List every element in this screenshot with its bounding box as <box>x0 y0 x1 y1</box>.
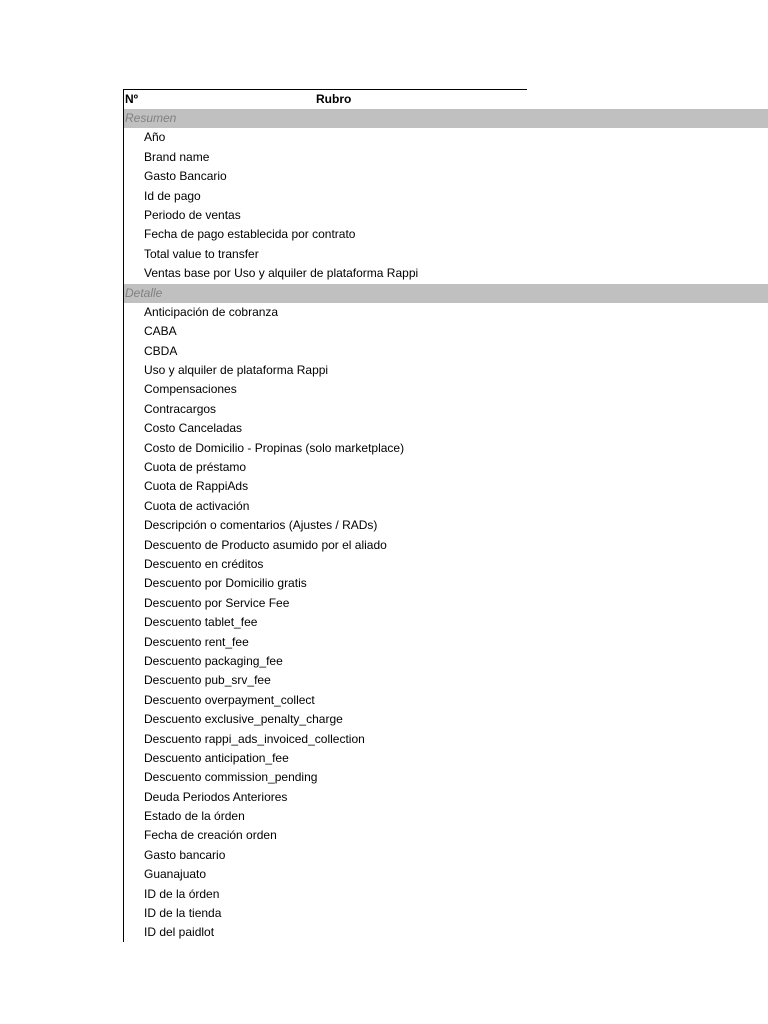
table-row: CBDA <box>144 343 178 358</box>
table-row: Cuota de activación <box>144 498 250 513</box>
table-row: Descuento por Domicilio gratis <box>144 576 307 591</box>
table-row: Estado de la órden <box>144 809 245 824</box>
table-row: Deuda Periodos Anteriores <box>144 789 288 804</box>
table-row: Descuento overpayment_collect <box>144 692 315 707</box>
table-body <box>123 109 768 943</box>
table-row: Año <box>144 130 166 145</box>
table-row: Descuento rappi_ads_invoiced_collection <box>144 731 365 746</box>
table-row: Ventas base por Uso y alquiler de plataforma Rappi <box>144 266 419 281</box>
table-row: Descuento de Producto asumido por el aliado <box>144 537 387 552</box>
table-row: ID de la órden <box>144 886 220 901</box>
table-row: Descuento exclusive_penalty_charge <box>144 712 343 727</box>
table-row: Costo Canceladas <box>144 421 243 436</box>
spreadsheet-table <box>123 89 768 943</box>
table-row: Anticipación de cobranza <box>144 304 279 319</box>
table-row: Descuento en créditos <box>144 556 264 571</box>
table-row: ID de la tienda <box>144 906 222 921</box>
table-row: ID del paidlot <box>144 925 215 940</box>
table-row: Total value to transfer <box>144 246 259 261</box>
table-header-row <box>123 89 527 109</box>
table-row: Descuento rent_fee <box>144 634 249 649</box>
table-row: Descuento tablet_fee <box>144 615 258 630</box>
table-row: Cuota de RappiAds <box>144 479 249 494</box>
table-row: Fecha de pago establecida por contrato <box>144 227 356 242</box>
table-row: Uso y alquiler de plataforma Rappi <box>144 363 329 378</box>
table-row: Guanajuato <box>144 867 207 882</box>
table-row: Compensaciones <box>144 382 237 397</box>
table-row: CABA <box>144 324 177 339</box>
table-row: Descuento commission_pending <box>144 770 318 785</box>
table-row: Costo de Domicilio - Propinas (solo marketplace) <box>144 440 405 455</box>
section-header-row: Resumen <box>123 109 768 128</box>
table-row: Descuento pub_srv_fee <box>144 673 271 688</box>
column-header-number: Nº <box>125 92 139 106</box>
table-row: Descuento por Service Fee <box>144 595 290 610</box>
table-row: Cuota de préstamo <box>144 460 247 475</box>
table-row: Id de pago <box>144 188 201 203</box>
section-header-row: Detalle <box>123 284 768 303</box>
table-row: Brand name <box>144 149 210 164</box>
table-row: Descuento packaging_fee <box>144 653 283 668</box>
column-header-rubro: Rubro <box>316 92 352 106</box>
table-row: Contracargos <box>144 401 217 416</box>
table-row: Descuento anticipation_fee <box>144 750 289 765</box>
left-border-line <box>123 89 124 942</box>
table-row: Fecha de creación orden <box>144 828 277 843</box>
table-row: Periodo de ventas <box>144 207 241 222</box>
table-row: Descripción o comentarios (Ajustes / RADs) <box>144 518 378 533</box>
table-row: Gasto bancario <box>144 847 226 862</box>
table-row: Gasto Bancario <box>144 169 227 184</box>
